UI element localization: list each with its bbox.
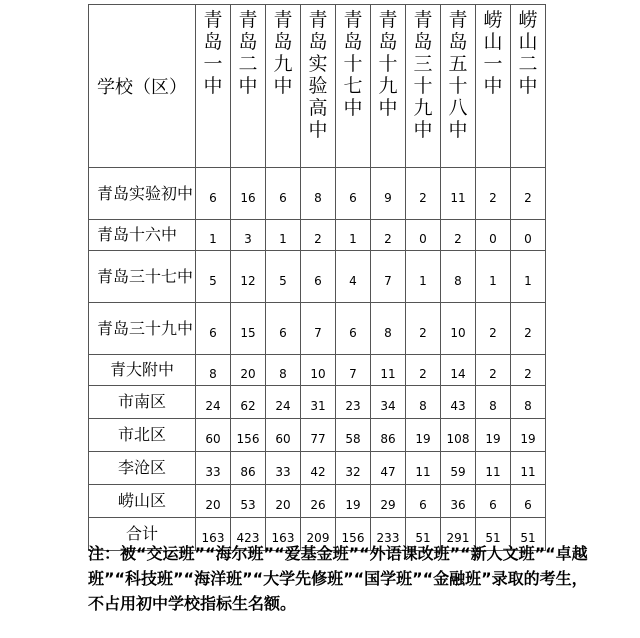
table-cell: 1 — [511, 251, 546, 303]
table-body — [89, 168, 546, 551]
table-cell: 1 — [406, 251, 441, 303]
table-cell: 0 — [511, 220, 546, 251]
table-cell: 58 — [336, 419, 371, 452]
table-cell: 11 — [476, 452, 511, 485]
table-cell: 10 — [301, 355, 336, 386]
table-cell: 2 — [511, 303, 546, 355]
corner-header: 学校（区） — [89, 5, 196, 168]
table-cell: 8 — [441, 251, 476, 303]
table-cell: 34 — [371, 386, 406, 419]
table-cell: 2 — [406, 355, 441, 386]
table-cell: 15 — [231, 303, 266, 355]
table-cell: 2 — [371, 220, 406, 251]
column-header: 青 岛 十 九 中 — [371, 5, 406, 168]
column-header: 青 岛 实 验 高 中 — [301, 5, 336, 168]
table-cell: 3 — [231, 220, 266, 251]
table-row — [89, 386, 546, 419]
table-cell: 7 — [336, 355, 371, 386]
table-cell: 86 — [231, 452, 266, 485]
column-header: 青 岛 十 七 中 — [336, 5, 371, 168]
table-cell: 2 — [511, 355, 546, 386]
table-cell: 156 — [231, 419, 266, 452]
table-cell: 43 — [441, 386, 476, 419]
table-cell: 9 — [371, 168, 406, 220]
table-cell: 1 — [476, 251, 511, 303]
row-label: 青岛三十九中 — [89, 303, 196, 355]
row-label: 青岛三十七中 — [89, 251, 196, 303]
table-row — [89, 485, 546, 518]
row-label: 青大附中 — [89, 355, 196, 386]
table-cell: 32 — [336, 452, 371, 485]
table-cell: 4 — [336, 251, 371, 303]
table-cell: 8 — [511, 386, 546, 419]
table-cell: 8 — [196, 355, 231, 386]
table-cell: 6 — [266, 168, 301, 220]
table-cell: 20 — [231, 355, 266, 386]
row-label: 崂山区 — [89, 485, 196, 518]
table-cell: 11 — [441, 168, 476, 220]
quota-table — [88, 4, 546, 551]
table-cell: 0 — [406, 220, 441, 251]
table-row — [89, 168, 546, 220]
table-cell: 19 — [406, 419, 441, 452]
column-header: 青 岛 二 中 — [231, 5, 266, 168]
table-row — [89, 303, 546, 355]
table-cell: 0 — [476, 220, 511, 251]
table-cell: 86 — [371, 419, 406, 452]
table-cell: 6 — [511, 485, 546, 518]
table-cell: 6 — [266, 303, 301, 355]
table-cell: 2 — [476, 303, 511, 355]
table-cell: 1 — [336, 220, 371, 251]
table-cell: 42 — [301, 452, 336, 485]
table-cell: 51 — [476, 518, 511, 551]
table-cell: 6 — [336, 303, 371, 355]
table-cell: 53 — [231, 485, 266, 518]
table-cell: 1 — [266, 220, 301, 251]
table-cell: 47 — [371, 452, 406, 485]
table-cell: 423 — [231, 518, 266, 551]
table-cell: 23 — [336, 386, 371, 419]
table-cell: 26 — [301, 485, 336, 518]
column-header: 崂 山 二 中 — [511, 5, 546, 168]
table-cell: 5 — [266, 251, 301, 303]
table-cell: 6 — [476, 485, 511, 518]
table-cell: 33 — [196, 452, 231, 485]
table-cell: 16 — [231, 168, 266, 220]
table-cell: 233 — [371, 518, 406, 551]
table-cell: 19 — [476, 419, 511, 452]
column-header: 青 岛 一 中 — [196, 5, 231, 168]
table-cell: 7 — [371, 251, 406, 303]
table-cell: 31 — [301, 386, 336, 419]
table-cell: 163 — [196, 518, 231, 551]
table-cell: 11 — [371, 355, 406, 386]
row-label: 合计 — [89, 518, 196, 551]
table-row — [89, 355, 546, 386]
table-cell: 2 — [441, 220, 476, 251]
table-cell: 6 — [196, 303, 231, 355]
table-cell: 19 — [511, 419, 546, 452]
row-label: 市南区 — [89, 386, 196, 419]
table-cell: 36 — [441, 485, 476, 518]
table-cell: 51 — [406, 518, 441, 551]
table-cell: 59 — [441, 452, 476, 485]
table-cell: 156 — [336, 518, 371, 551]
table-cell: 2 — [406, 303, 441, 355]
table-cell: 6 — [336, 168, 371, 220]
table-cell: 8 — [476, 386, 511, 419]
table-cell: 12 — [231, 251, 266, 303]
table-cell: 10 — [441, 303, 476, 355]
table-cell: 7 — [301, 303, 336, 355]
row-label: 李沧区 — [89, 452, 196, 485]
table-cell: 1 — [196, 220, 231, 251]
column-header: 青 岛 九 中 — [266, 5, 301, 168]
table-cell: 108 — [441, 419, 476, 452]
table-cell: 51 — [511, 518, 546, 551]
table-cell: 8 — [371, 303, 406, 355]
table-cell: 209 — [301, 518, 336, 551]
column-header: 青 岛 三 十 九 中 — [406, 5, 441, 168]
table-cell: 20 — [266, 485, 301, 518]
table-cell: 24 — [196, 386, 231, 419]
table-cell: 5 — [196, 251, 231, 303]
table-row — [89, 251, 546, 303]
table-cell: 2 — [511, 168, 546, 220]
table-cell: 33 — [266, 452, 301, 485]
table-cell: 77 — [301, 419, 336, 452]
column-header: 青 岛 五 十 八 中 — [441, 5, 476, 168]
table-cell: 6 — [196, 168, 231, 220]
table-cell: 29 — [371, 485, 406, 518]
table-row — [89, 419, 546, 452]
table-row — [89, 452, 546, 485]
table-cell: 2 — [301, 220, 336, 251]
column-header: 崂 山 一 中 — [476, 5, 511, 168]
table-cell: 19 — [336, 485, 371, 518]
table-cell: 20 — [196, 485, 231, 518]
table-cell: 11 — [511, 452, 546, 485]
table-cell: 6 — [301, 251, 336, 303]
table-cell: 14 — [441, 355, 476, 386]
row-label: 青岛实验初中 — [89, 168, 196, 220]
table-cell: 2 — [476, 355, 511, 386]
table-cell: 11 — [406, 452, 441, 485]
table-cell: 60 — [266, 419, 301, 452]
table-row — [89, 220, 546, 251]
footnote: 注：被“交运班”“海尔班”“爱基金班”“外语课改班”“新人文班”“卓越班”“科技班”“海洋班”“大学先修班”“国学班”“金融班”录取的考生，不占用初中学校指标生名额。 — [88, 544, 588, 613]
table-cell: 8 — [266, 355, 301, 386]
table-cell: 60 — [196, 419, 231, 452]
row-label: 青岛十六中 — [89, 220, 196, 251]
table-cell: 291 — [441, 518, 476, 551]
table-cell: 24 — [266, 386, 301, 419]
table-cell: 8 — [406, 386, 441, 419]
table-cell: 6 — [406, 485, 441, 518]
table-cell: 163 — [266, 518, 301, 551]
table-cell: 2 — [406, 168, 441, 220]
header-row — [89, 5, 546, 168]
table-cell: 2 — [476, 168, 511, 220]
table-cell: 8 — [301, 168, 336, 220]
table-cell: 62 — [231, 386, 266, 419]
row-label: 市北区 — [89, 419, 196, 452]
